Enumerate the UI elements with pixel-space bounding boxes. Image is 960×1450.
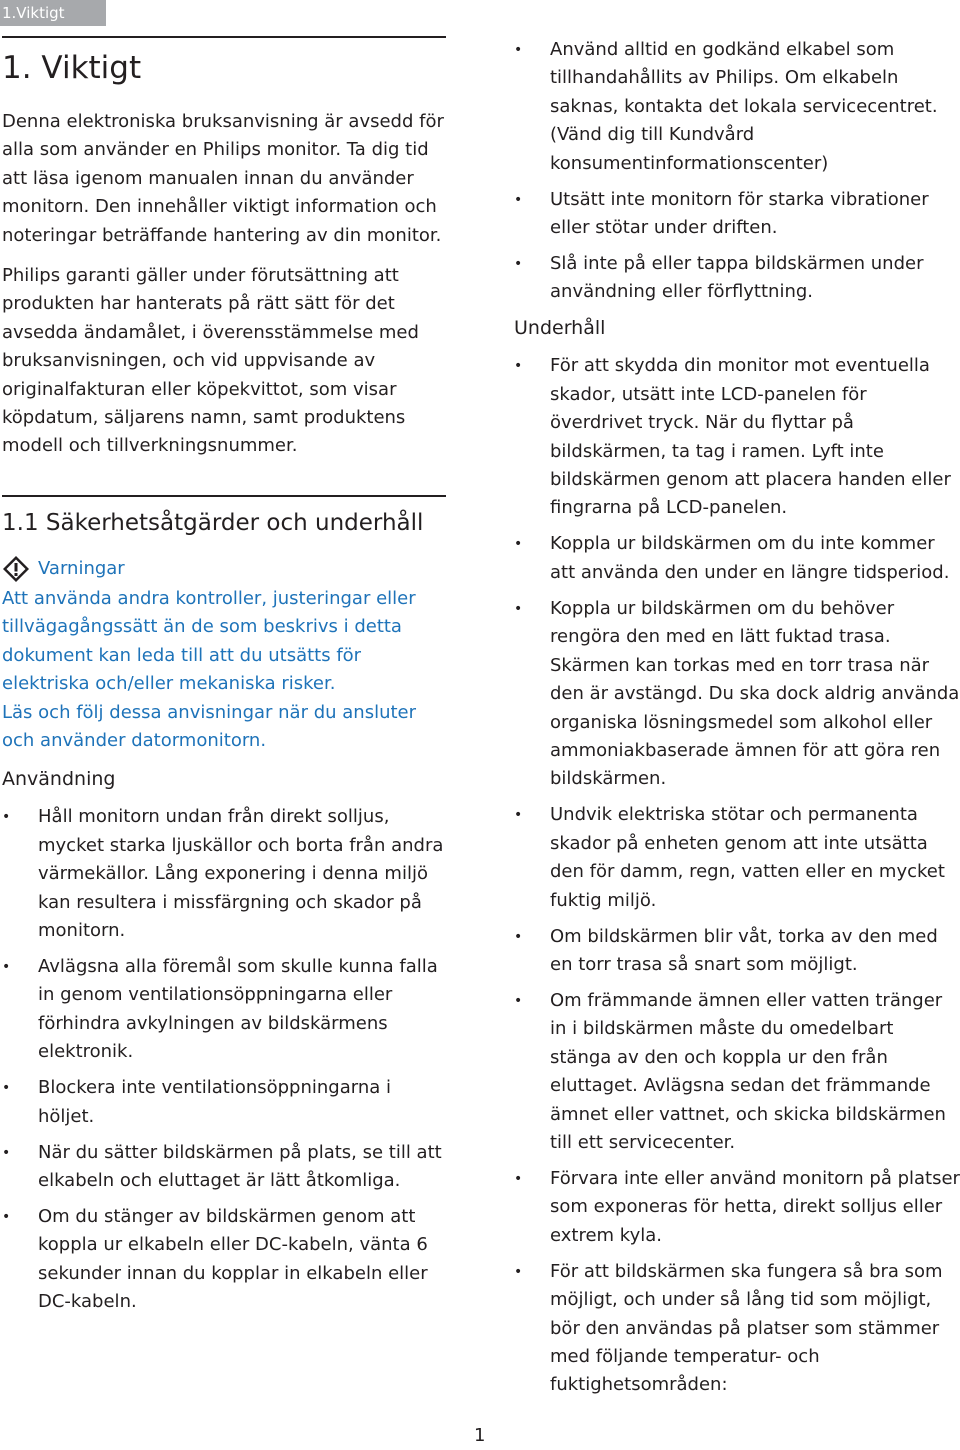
section-rule — [2, 495, 446, 497]
intro-paragraph: Denna elektroniska bruksanvisning är avsedd för alla som använder en Philips monitor. Ta dig tid att läsa igenom manualen innan du använder monitorn. Den innehåller viktigt information och noteringar beträffande hantering av din monitor. — [2, 111, 444, 246]
warning-heading — [2, 555, 446, 583]
bullet-icon: • — [514, 1263, 523, 1280]
maintenance-list — [514, 352, 960, 1399]
bullet-icon: • — [2, 1144, 11, 1161]
bullet-icon: • — [514, 600, 523, 617]
bullet-icon: • — [514, 807, 523, 824]
page-title: 1. Viktigt — [2, 50, 142, 86]
bullet-icon: • — [514, 1170, 523, 1187]
usage-heading: Användning — [2, 768, 116, 791]
list-item: • Slå inte på eller tappa bildskärmen under användning eller förflyttning. — [514, 250, 960, 307]
bullet-icon: • — [514, 992, 523, 1009]
list-item: • Koppla ur bildskärmen om du behöver rengöra den med en lätt fuktad trasa. Skärmen kan torkas med en torr trasa när den är avstängd. Du ska dock aldrig använda organiska lösningsmedel som alkohol eller ammoniakbaserade ämnen för att göra ren bildskärmen. — [514, 595, 960, 794]
bullet-icon: • — [2, 1080, 11, 1097]
list-item: • Förvara inte eller använd monitorn på platser som exponeras för hetta, direkt solljus eller extrem kyla. — [514, 1165, 960, 1250]
list-item: • Undvik elektriska stötar och permanenta skador på enheten genom att inte utsätta den för damm, regn, vatten eller en mycket fuktig miljö. — [514, 801, 960, 915]
bullet-icon: • — [514, 256, 523, 273]
usage-list — [2, 803, 446, 1316]
list-item: • Om bildskärmen blir våt, torka av den med en torr trasa så snart som möjligt. — [514, 923, 960, 980]
section-title: 1.1 Säkerhetsåtgärder och underhåll — [2, 509, 424, 536]
warning-heading-label: Varningar — [38, 558, 125, 580]
usage-list-continued — [514, 36, 960, 307]
list-item: • Koppla ur bildskärmen om du inte kommer att använda den under en längre tidsperiod. — [514, 530, 960, 587]
bullet-icon: • — [514, 928, 523, 945]
bullet-icon: • — [2, 1208, 11, 1225]
right-column — [514, 36, 960, 1407]
left-column — [2, 36, 446, 1324]
title-rule — [2, 36, 446, 38]
list-item: • För att skydda din monitor mot eventuella skador, utsätt inte LCD-panelen för överdrivet tryck. När du flyttar på bildskärmen, ta tag i ramen. Lyft inte bildskärmen genom att placera handen eller fingrarna på LCD-panelen. — [514, 352, 960, 522]
warranty-paragraph: Philips garanti gäller under förutsättning att produkten har hanterats på rätt sätt för det avsedda ändamålet, i överensstämmelse med bruksanvisningen, och vid uppvisande av originalfakturan eller köpekvittot, som visar köpdatum, säljarens namn, samt produktens modell och tillverkningsnummer. — [2, 265, 419, 457]
bullet-icon: • — [2, 958, 11, 975]
list-item: • Om främmande ämnen eller vatten tränger in i bildskärmen måste du omedelbart stänga av den och koppla ur den från eluttaget. Avlägsna sedan det främmande ämnet eller vattnet, och skicka bildskärmen till ett servicecenter. — [514, 987, 960, 1157]
bullet-icon: • — [514, 536, 523, 553]
maintenance-heading: Underhåll — [514, 317, 606, 340]
list-item: • Använd alltid en godkänd elkabel som tillhandahållits av Philips. Om elkabeln saknas, kontakta det lokala servicecentret. (Vänd dig till Kundvård konsumentinformationscenter) — [514, 36, 960, 178]
list-item: • För att bildskärmen ska fungera så bra som möjligt, och under så lång tid som möjligt, bör den användas på platser som stämmer med följande temperatur- och fuktighetsområden: — [514, 1258, 960, 1400]
warning-text: Att använda andra kontroller, justeringar eller tillvägagångssätt än de som beskrivs i detta dokument kan leda till att du utsätts för elektriska och/eller mekaniska risker. — [2, 587, 416, 695]
list-item: • Om du stänger av bildskärmen genom att koppla ur elkabeln eller DC-kabeln, vänta 6 sekunder innan du kopplar in elkabeln eller DC-kabeln. — [2, 1203, 446, 1317]
warning-instruction: Läs och följ dessa anvisningar när du ansluter och använder datormonitorn. — [2, 701, 417, 751]
bullet-icon: • — [514, 191, 523, 208]
list-item: • Blockera inte ventilationsöppningarna i höljet. — [2, 1074, 446, 1131]
list-item: • Håll monitorn undan från direkt solljus, mycket starka ljuskällor och borta från andra värmekällor. Lång exponering i denna miljö kan resultera i missfärgning och skador på monitorn. — [2, 803, 446, 945]
list-item: • Avlägsna alla föremål som skulle kunna falla in genom ventilationsöppningarna eller förhindra avkylningen av bildskärmens elektronik. — [2, 953, 446, 1067]
bullet-icon: • — [514, 42, 523, 58]
list-item: • När du sätter bildskärmen på plats, se till att elkabeln och eluttaget är lätt åtkomliga. — [2, 1139, 446, 1196]
bullet-icon: • — [514, 358, 523, 375]
page-number: 1 — [474, 1425, 486, 1446]
warning-icon — [2, 555, 30, 583]
list-item: • Utsätt inte monitorn för starka vibrationer eller stötar under driften. — [514, 186, 960, 243]
chapter-tab: 1.Viktigt — [0, 0, 106, 26]
bullet-icon: • — [2, 809, 11, 826]
